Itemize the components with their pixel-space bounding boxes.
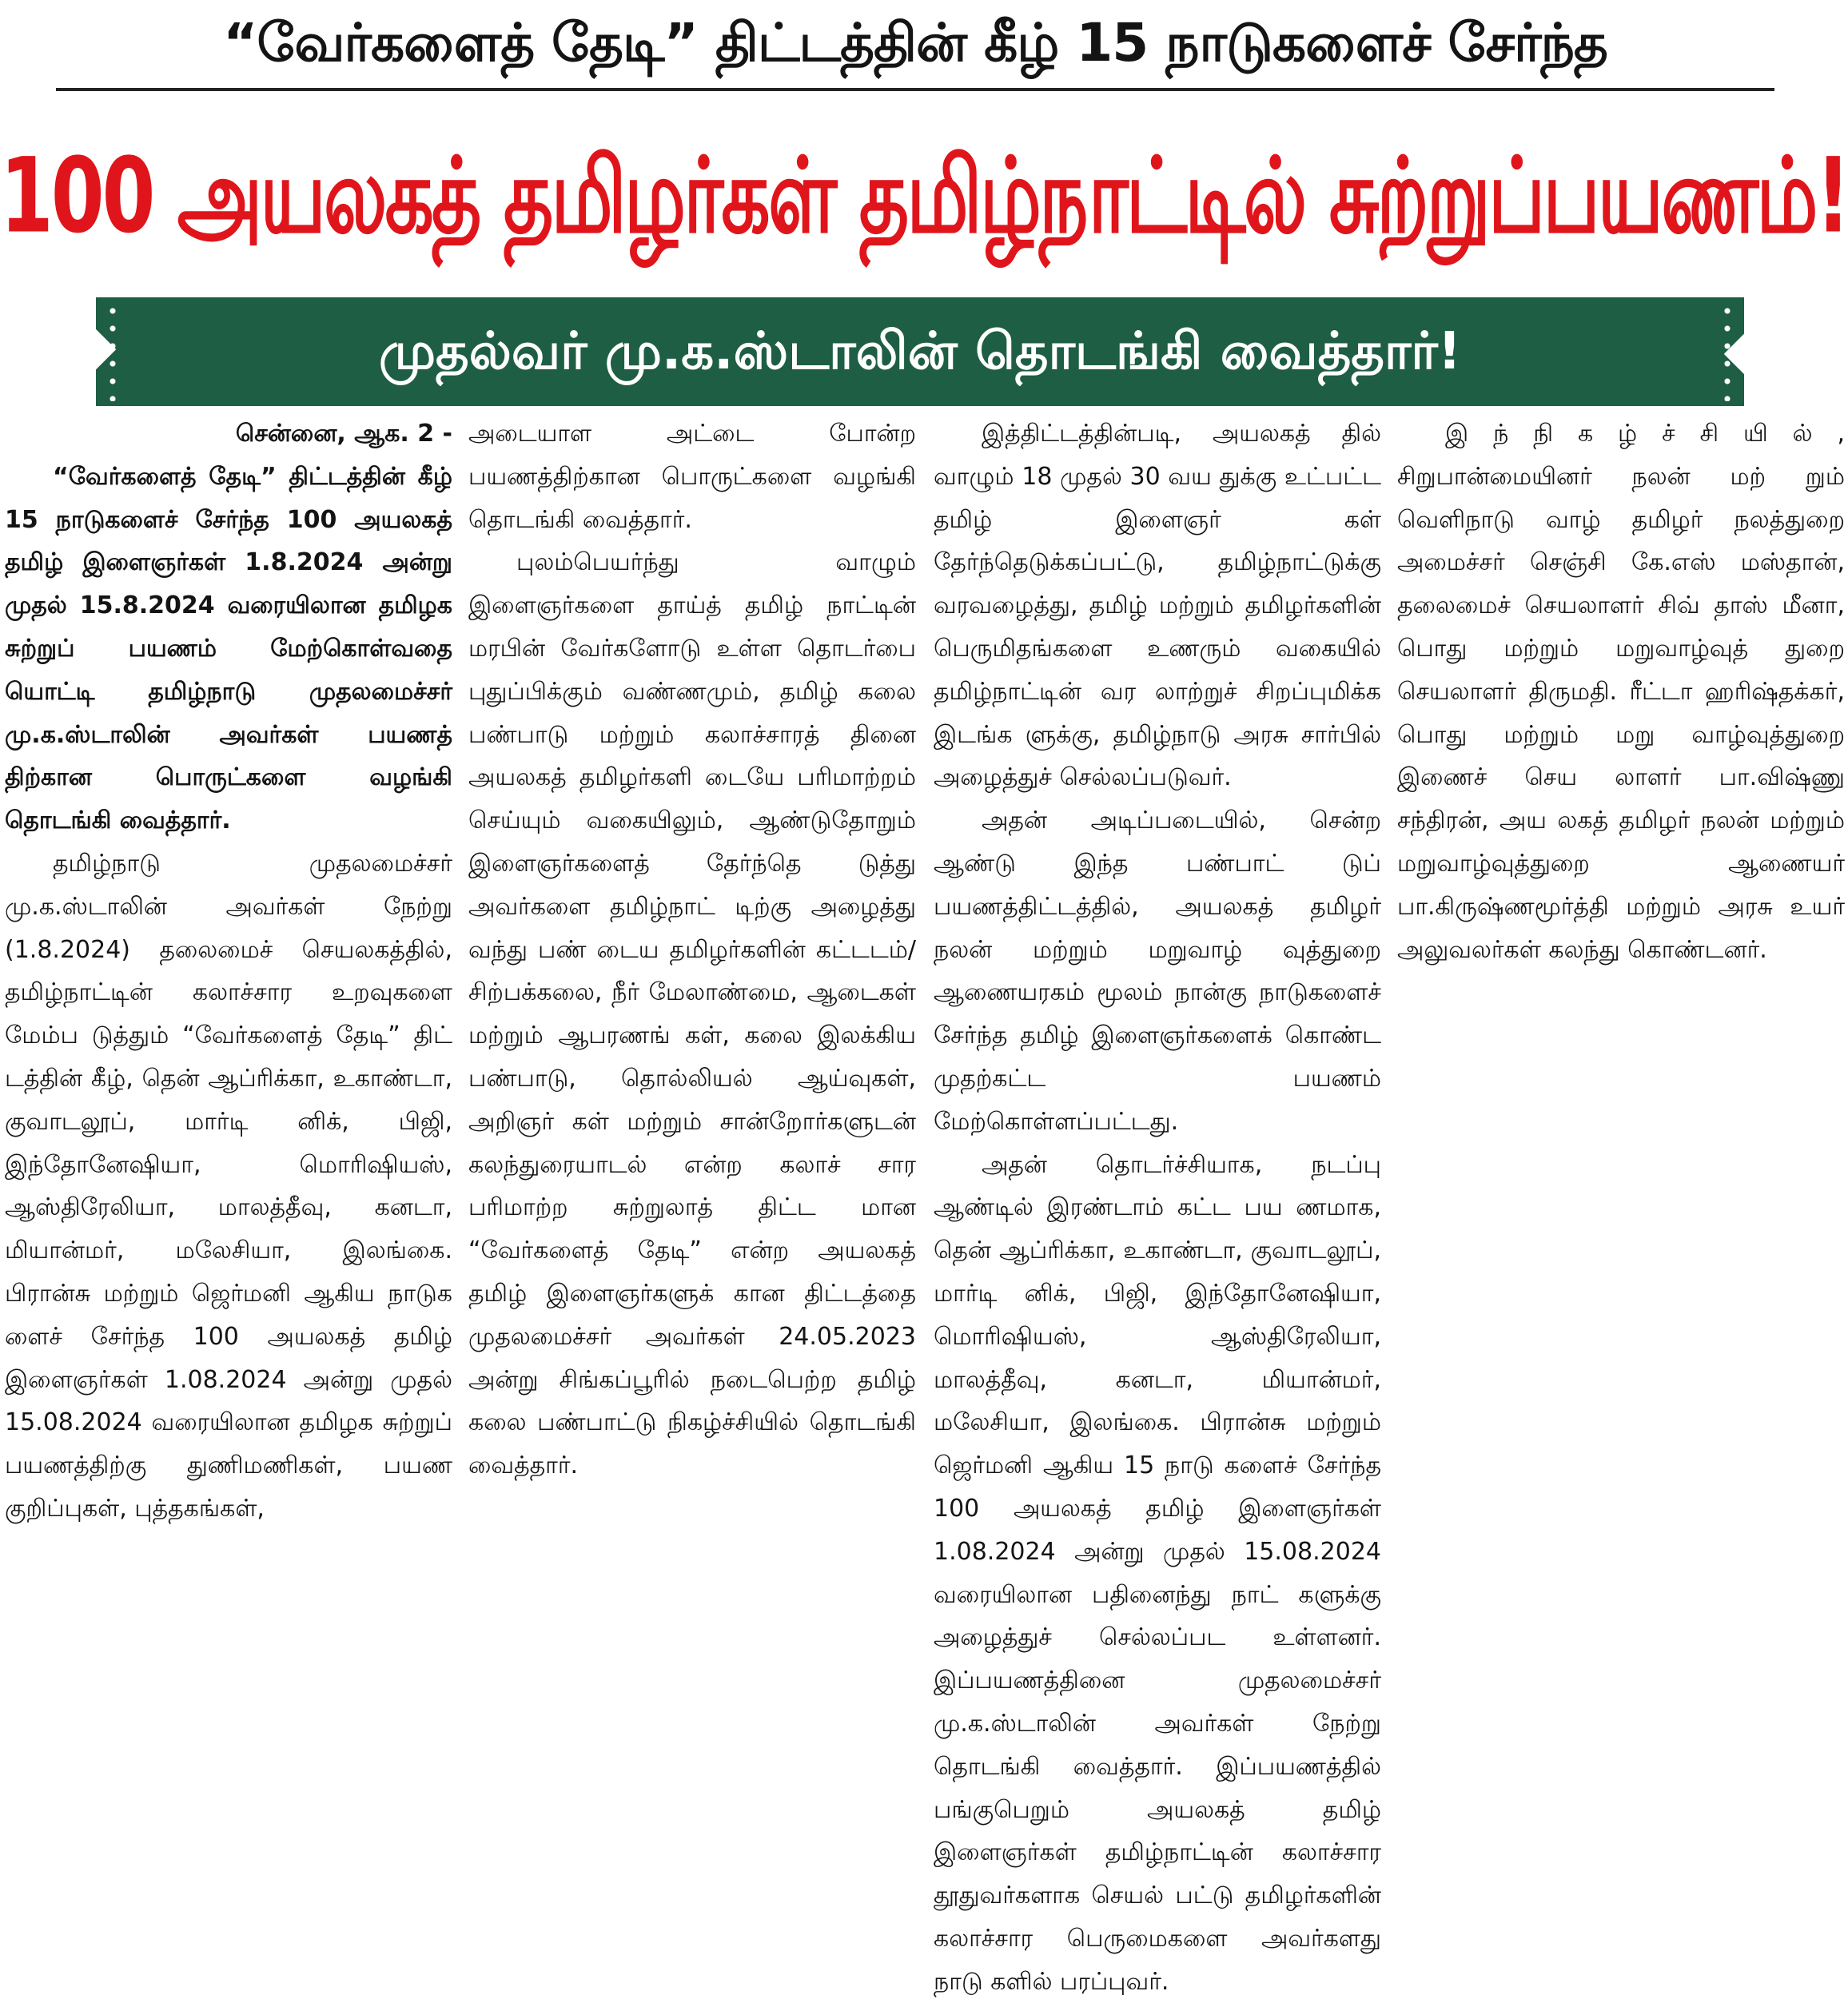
body-paragraph: அதன் அடிப்படையில், சென்ற ஆண்டு இந்த பண்பாட் டுப் பயணத்திட்டத்தில், அயலகத் தமிழர் நலன் மற்றும் மறுவாழ் வுத்துறை ஆணையரகம் மூலம் நான்கு நாடுகளைச் சேர்ந்த தமிழ் இளைஞர்களைக் கொண்ட முதற்கட்ட பயணம் மேற்கொள்ளப்பட்டது. <box>934 806 1381 1136</box>
dateline: சென்னை, ஆக. 2 - <box>235 420 452 448</box>
banner-text: முதல்வர் மு.க.ஸ்டாலின் தொடங்கி வைத்தார்! <box>378 322 1462 381</box>
lede-paragraph: “வேர்களைத் தேடி” திட்டத்தின் கீழ் 15 நாடுகளைச் சேர்ந்த 100 அயலகத் தமிழ் இளைஞர்கள் 1.8.2024 அன்று முதல் 15.8.2024 வரையிலான தமிழக சுற்றுப் பயணம் மேற்கொள்வதை யொட்டி தமிழ்நாடு முதலமைச்சர் மு.க.ஸ்டாலின் அவர்கள் பயணத் திற்கான பொருட்களை வழங்கி தொடங்கி வைத்தார். <box>5 462 452 835</box>
article-column-2 <box>468 412 916 1706</box>
body-paragraph: புலம்பெயர்ந்து வாழும் இளைஞர்களை தாய்த் தமிழ் நாட்டின் மரபின் வேர்களோடு உள்ள தொடர்பை புதுப்பிக்கும் வண்ணமும், தமிழ் கலை பண்பாடு மற்றும் கலாச்சாரத் தினை அயலகத் தமிழர்களி டையே பரிமாற்றம் செய்யும் வகையிலும், ஆண்டுதோறும் இளைஞர்களைத் தேர்ந்தெ டுத்து அவர்களை தமிழ்நாட் டிற்கு அழைத்து வந்து பண் டைய தமிழர்களின் கட்டடம்/ சிற்பக்கலை, நீர் மேலாண்மை, ஆடைகள் மற்றும் ஆபரணங் கள், கலை இலக்கிய பண்பாடு, தொல்லியல் ஆய்வுகள், அறிஞர் கள் மற்றும் சான்றோர்களுடன் கலந்துரையாடல் என்ற கலாச் சார பரிமாற்ற சுற்றுலாத் திட்ட மான “வேர்களைத் தேடி” என்ற அயலகத் தமிழ் இளைஞர்களுக் கான திட்டத்தை முதலமைச்சர் அவர்கள் 24.05.2023 அன்று சிங்கப்பூரில் நடைபெற்ற தமிழ் கலை பண்பாட்டு நிகழ்ச்சியில் தொடங்கி வைத்தார். <box>468 548 916 1480</box>
body-paragraph: இத்திட்டத்தின்படி, அயலகத் தில் வாழும் 18 முதல் 30 வய துக்கு உட்பட்ட தமிழ் இளைஞர் கள் தேர்ந்தெடுக்கப்பட்டு, தமிழ்நாட்டுக்கு வரவழைத்து, தமிழ் மற்றும் தமிழர்களின் பெருமிதங்களை உணரும் வகையில் தமிழ்நாட்டின் வர லாற்றுச் சிறப்புமிக்க இடங்க ளுக்கு, தமிழ்நாடு அரசு சார்பில் அழைத்துச் செல்லப்படுவர். <box>934 420 1381 792</box>
body-paragraph: தமிழ்நாடு முதலமைச்சர் மு.க.ஸ்டாலின் அவர்கள் நேற்று (1.8.2024) தலைமைச் செயலகத்தில், தமிழ்நாட்டின் கலாச்சார உறவுகளை மேம்ப டுத்தும் “வேர்களைத் தேடி” திட் டத்தின் கீழ், தென் ஆப்ரிக்கா, உகாண்டா, குவாடலூப், மார்டி னிக், பிஜி, இந்தோனேஷியா, மொரிஷியஸ், ஆஸ்திரேலியா, மாலத்தீவு, கனடா, மியான்மர், மலேசியா, இலங்கை. பிரான்சு மற்றும் ஜெர்மனி ஆகிய நாடுக ளைச் சேர்ந்த 100 அயலகத் தமிழ் இளைஞர்கள் 1.08.2024 அன்று முதல் 15.08.2024 வரையிலான தமிழக சுற்றுப் பயணத்திற்கு துணிமணிகள், பயண குறிப்புகள், புத்தகங்கள், <box>5 849 452 1523</box>
subheadline-banner <box>96 297 1744 406</box>
main-headline: 100 அயலகத் தமிழர்கள் தமிழ்நாட்டில் சுற்றுப்பயணம்! <box>0 135 1848 257</box>
kicker-headline: “வேர்களைத் தேடி” திட்டத்தின் கீழ் 15 நாடுகளைச் சேர்ந்த <box>223 12 1607 74</box>
banner-dots-left <box>104 302 121 401</box>
body-paragraph: அடையாள அட்டை போன்ற பயணத்திற்கான பொருட்களை வழங்கி தொடங்கி வைத்தார். <box>468 420 916 534</box>
body-paragraph: அதன் தொடர்ச்சியாக, நடப்பு ஆண்டில் இரண்டாம் கட்ட பய ணமாக, தென் ஆப்ரிக்கா, உகாண்டா, குவாடலூப், மார்டி னிக், பிஜி, இந்தோனேஷியா, மொரிஷியஸ், ஆஸ்திரேலியா, மாலத்தீவு, கனடா, மியான்மர், மலேசியா, இலங்கை. பிரான்சு மற்றும் ஜெர்மனி ஆகிய 15 நாடு களைச் சேர்ந்த 100 அயலகத் தமிழ் இளைஞர்கள் 1.08.2024 அன்று முதல் 15.08.2024 வரையிலான பதினைந்து நாட் களுக்கு அழைத்துச் செல்லப்பட உள்ளனர். இப்பயணத்தினை முதலமைச்சர் மு.க.ஸ்டாலின் அவர்கள் நேற்று தொடங்கி வைத்தார். இப்பயணத்தில் பங்குபெறும் அயலகத் தமிழ் இளைஞர்கள் தமிழ்நாட்டின் கலாச்சார தூதுவர்களாக செயல் பட்டு தமிழர்களின் கலாச்சார பெருமைகளை அவர்களது நாடு களில் பரப்புவர். <box>934 1150 1381 1996</box>
banner-dots-right <box>1719 302 1736 401</box>
kicker-underline <box>56 88 1774 91</box>
article-column-4 <box>1397 412 1845 1706</box>
body-paragraph: இ ந் நி க ழ் ச் சி யி ல் , சிறுபான்மையினர் நலன் மற் றும் வெளிநாடு வாழ் தமிழர் நலத்துறை அமைச்சர் செஞ்சி கே.எஸ் மஸ்தான், தலைமைச் செயலாளர் சிவ் தாஸ் மீனா, பொது மற்றும் மறுவாழ்வுத் துறை செயலாளர் திருமதி. ரீட்டா ஹரிஷ்தக்கர், பொது மற்றும் மறு வாழ்வுத்துறை இணைச் செய லாளர் பா.விஷ்ணு சந்திரன், அய லகத் தமிழர் நலன் மற்றும் மறுவாழ்வுத்துறை ஆணையர் பா.கிருஷ்ணமூர்த்தி மற்றும் அரசு உயர் அலுவலர்கள் கலந்து கொண்டனர். <box>1397 420 1845 964</box>
article-column-1 <box>5 412 452 1706</box>
article-column-3 <box>934 412 1381 1996</box>
